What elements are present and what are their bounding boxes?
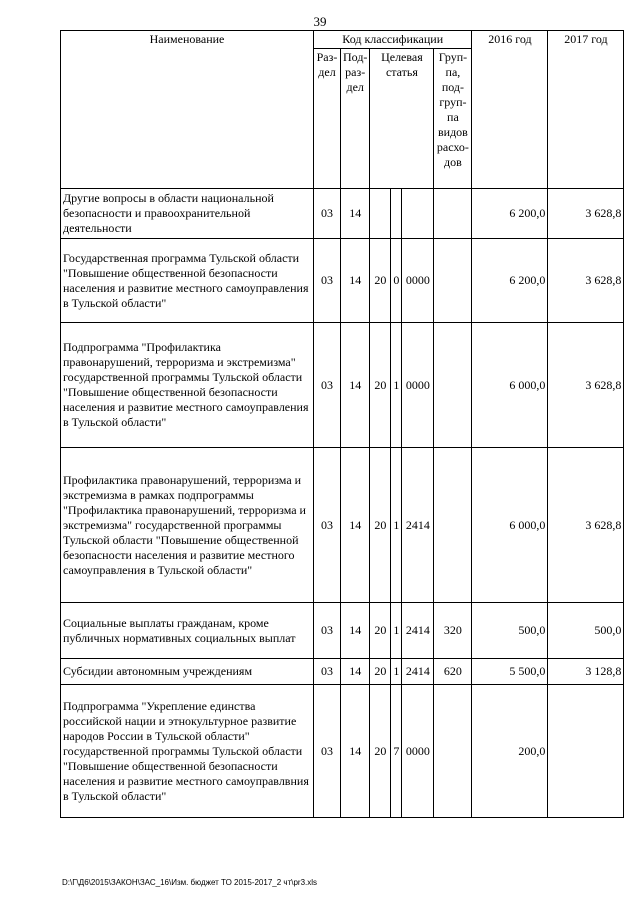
row-name: Субсидии автономным учреждениям: [61, 659, 314, 685]
amount-2017: 3 628,8: [548, 323, 624, 448]
subsection-code: 14: [341, 448, 370, 603]
header-name: Наименование: [61, 31, 314, 189]
table-row: [61, 685, 624, 818]
amount-2016: 6 000,0: [472, 448, 548, 603]
target-direction-code: 0000: [402, 323, 434, 448]
target-subprogram-code: 0: [391, 239, 402, 323]
amount-2017: 500,0: [548, 603, 624, 659]
target-subprogram-code: 1: [391, 659, 402, 685]
amount-2016: 500,0: [472, 603, 548, 659]
header-classification: Код классификации: [314, 31, 472, 49]
target-subprogram-code: 1: [391, 603, 402, 659]
row-name: Подпрограмма "Укрепление единства российской нации и этнокультурное развитие народов России в Тульской области" государственной программы Тульской области "Повышение общественной безопасности населения и развитие местного самоуправлвния в Тульской области": [61, 685, 314, 818]
section-code: 03: [314, 189, 341, 239]
amount-2017: 3 628,8: [548, 448, 624, 603]
target-subprogram-code: 1: [391, 448, 402, 603]
target-program-code: [370, 189, 391, 239]
target-subprogram-code: 7: [391, 685, 402, 818]
page-number: 39: [313, 14, 327, 29]
amount-2017: 3 128,8: [548, 659, 624, 685]
amount-2016: 6 200,0: [472, 239, 548, 323]
table-row: [61, 448, 624, 603]
expense-group-code: [434, 189, 472, 239]
table-row: [61, 239, 624, 323]
expense-group-code: [434, 323, 472, 448]
header-group: Груп-па, под-груп-па видов расхо-дов: [434, 49, 472, 189]
section-code: 03: [314, 239, 341, 323]
table-row: [61, 323, 624, 448]
expense-group-code: [434, 685, 472, 818]
header-section: Раз-дел: [314, 49, 341, 189]
amount-2016: 200,0: [472, 685, 548, 818]
target-program-code: 20: [370, 239, 391, 323]
table-row: [61, 659, 624, 685]
subsection-code: 14: [341, 189, 370, 239]
target-subprogram-code: 1: [391, 323, 402, 448]
budget-table: [60, 30, 624, 818]
target-direction-code: 2414: [402, 448, 434, 603]
subsection-code: 14: [341, 323, 370, 448]
header-subsection: Под-раз-дел: [341, 49, 370, 189]
subsection-code: 14: [341, 659, 370, 685]
section-code: 03: [314, 448, 341, 603]
row-name: Социальные выплаты гражданам, кроме публичных нормативных социальных выплат: [61, 603, 314, 659]
row-name: Государственная программа Тульской области "Повышение общественной безопасности населения и развитие местного самоуправления в Тульской области": [61, 239, 314, 323]
file-path-footer: D:\Г\Д6\2015\ЗАКОН\ЗАС_16\Изм. бюджет ТО 2015-2017_2 чт\pr3.xls: [62, 878, 318, 887]
target-program-code: 20: [370, 659, 391, 685]
subsection-code: 14: [341, 685, 370, 818]
row-name: Профилактика правонарушений, терроризма и экстремизма в рамках подпрограммы "Профилактика правонарушений, терроризма и экстремизма" государственной программы Тульской области "Повышение общественной безопасности населения и развитие местного самоуправления в Тульской области": [61, 448, 314, 603]
amount-2017: 3 628,8: [548, 189, 624, 239]
target-program-code: 20: [370, 685, 391, 818]
target-direction-code: 0000: [402, 685, 434, 818]
target-subprogram-code: [391, 189, 402, 239]
amount-2016: 6 000,0: [472, 323, 548, 448]
section-code: 03: [314, 659, 341, 685]
expense-group-code: 620: [434, 659, 472, 685]
section-code: 03: [314, 323, 341, 448]
target-program-code: 20: [370, 448, 391, 603]
subsection-code: 14: [341, 603, 370, 659]
amount-2017: [548, 685, 624, 818]
header-2017: 2017 год: [548, 31, 624, 189]
section-code: 03: [314, 603, 341, 659]
amount-2016: 6 200,0: [472, 189, 548, 239]
table-row: [61, 189, 624, 239]
target-direction-code: 2414: [402, 603, 434, 659]
target-direction-code: [402, 189, 434, 239]
amount-2016: 5 500,0: [472, 659, 548, 685]
header-2016: 2016 год: [472, 31, 548, 189]
expense-group-code: [434, 448, 472, 603]
header-target: Целевая статья: [370, 49, 434, 189]
target-direction-code: 2414: [402, 659, 434, 685]
target-program-code: 20: [370, 603, 391, 659]
amount-2017: 3 628,8: [548, 239, 624, 323]
target-program-code: 20: [370, 323, 391, 448]
row-name: Другие вопросы в области национальной безопасности и правоохранительной деятельности: [61, 189, 314, 239]
section-code: 03: [314, 685, 341, 818]
target-direction-code: 0000: [402, 239, 434, 323]
expense-group-code: 320: [434, 603, 472, 659]
subsection-code: 14: [341, 239, 370, 323]
row-name: Подпрограмма "Профилактика правонарушений, терроризма и экстремизма" государственной программы Тульской области "Повышение общественной безопасности населения и развитие местного самоуправления в Тульской области": [61, 323, 314, 448]
table-row: [61, 603, 624, 659]
expense-group-code: [434, 239, 472, 323]
